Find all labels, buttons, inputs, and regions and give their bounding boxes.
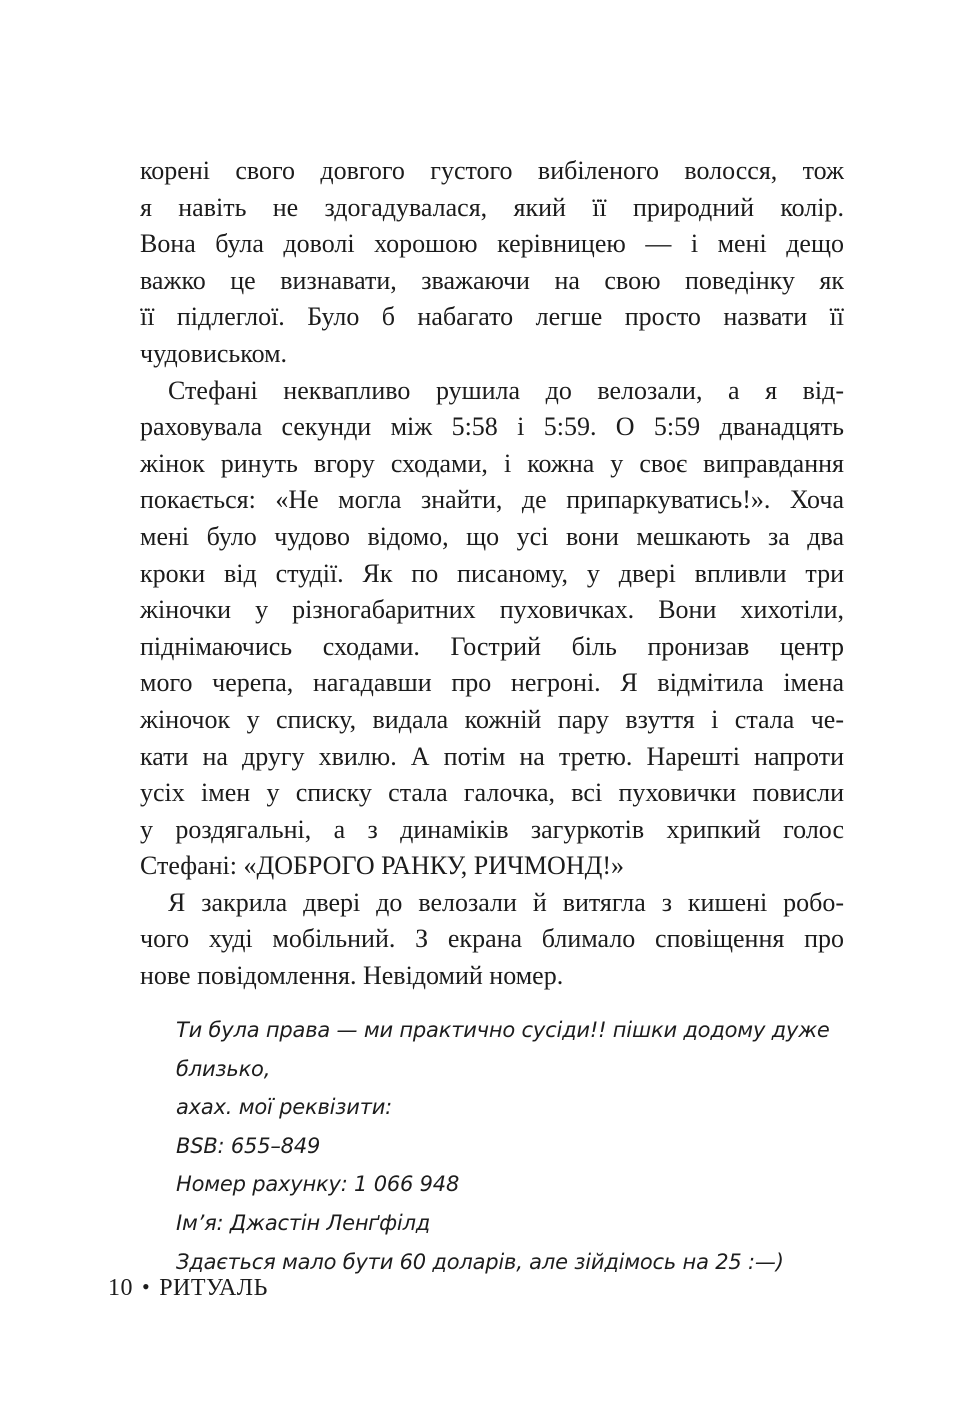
text-line: Я закрила двері до велозали й витягла з кишені робо- [168, 887, 844, 917]
message-line-name: Ім’я: Джастін Ленґфілд [176, 1210, 431, 1235]
text-line: у роздягальні, а з динаміків загуркотів хрипкий голос [140, 814, 844, 844]
text-line: покається: «Не могла знайти, де припаркуватись!». Хоча [140, 485, 844, 515]
text-line: усіх імен у списку стала галочка, всі пуховички повисли [140, 778, 844, 808]
page-number: 10 [108, 1275, 133, 1301]
message-line-bsb: BSB: 655–849 [176, 1133, 321, 1158]
paragraph-2 [140, 373, 844, 885]
book-title: РИТУАЛЬ [159, 1275, 268, 1301]
message-line: ахах. мої реквізити: [176, 1095, 393, 1120]
text-line: піднімаючись сходами. Гострий біль пронизав центр [140, 631, 844, 661]
text-line: жіночки у різногабаритних пуховичках. Вони хихотіли, [140, 595, 844, 625]
text-line: чого худі мобільний. З екрана блимало сповіщення про [140, 924, 844, 954]
text-line: важко це визнавати, зважаючи на свою поведінку як [140, 265, 844, 295]
text-line: жіночок у списку, видала кожній пару взуття і стала че- [140, 704, 844, 734]
message-line: Здається мало бути 60 доларів, але зійдімось на 25 :—) [176, 1249, 784, 1274]
text-message-quote [176, 1011, 856, 1281]
text-line: нове повідомлення. Невідомий номер. [140, 961, 564, 991]
text-line: Вона була доволі хорошою керівницею — і мені дещо [140, 229, 844, 259]
body-text [140, 153, 844, 995]
text-line: жінок ринуть вгору сходами, і кожна у своє виправдання [140, 448, 844, 478]
message-line-account-number: Номер рахунку: 1 066 948 [176, 1172, 460, 1197]
text-line: Стефані неквапливо рушила до велозали, а я від- [168, 375, 844, 405]
text-line: мені було чудово відомо, що усі вони мешкають за два [140, 521, 844, 551]
footer-bullet: • [142, 1274, 151, 1299]
text-line: кати на другу хвилю. А потім на третю. Нарешті напроти [140, 741, 844, 771]
text-line: Стефані: «ДОБРОГО РАНКУ, РИЧМОНД!» [140, 851, 624, 881]
text-line: її підлеглої. Було б набагато легше просто назвати її [140, 302, 844, 332]
text-line: я навіть не здогадувалася, який її природний колір. [140, 192, 844, 222]
text-line: кроки від студії. Як по писаному, у двері впливли три [140, 558, 844, 588]
text-line: раховувала секунди між 5:58 і 5:59. О 5:59 дванадцять [140, 412, 844, 442]
text-line: чудовиськом. [140, 338, 288, 368]
text-line: корені свого довгого густого вибіленого волосся, тож [140, 156, 844, 185]
paragraph-1 [140, 153, 844, 373]
page-footer [108, 1274, 268, 1302]
text-line: мого черепа, нагадавши про негроні. Я відмітила імена [140, 668, 844, 698]
message-line: Ти була права — ми практично сусіди!! пішки додому дуже близько, [176, 1018, 830, 1081]
paragraph-3 [140, 885, 844, 995]
